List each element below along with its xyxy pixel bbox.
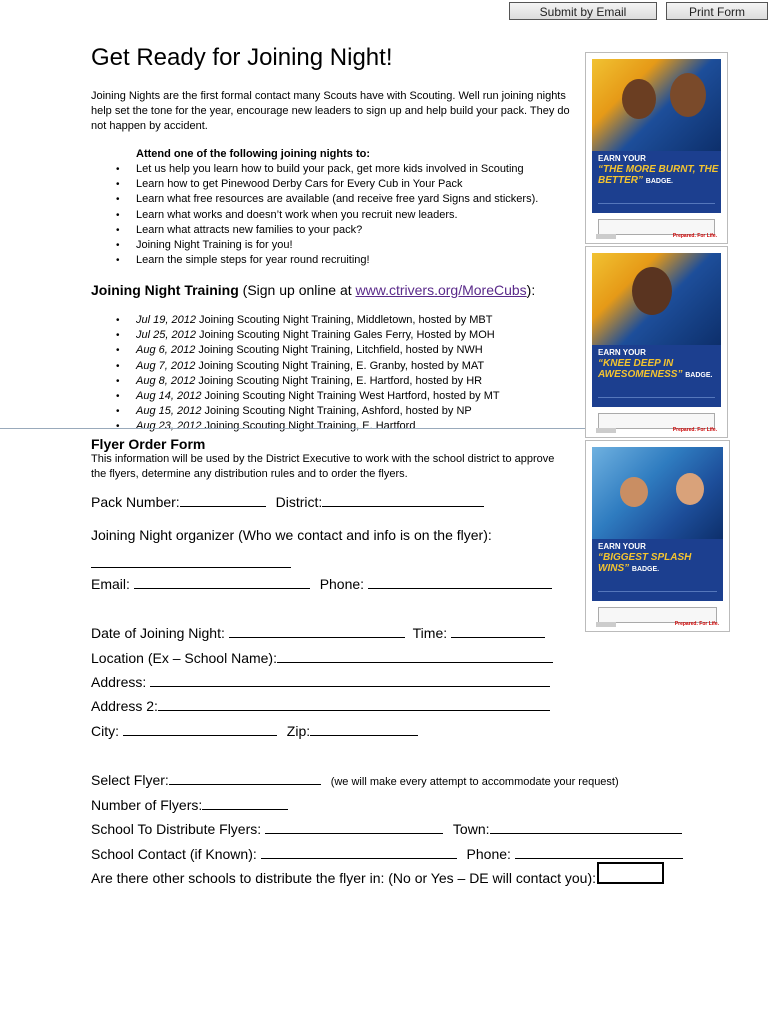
district-field[interactable]: [322, 494, 484, 507]
poster-tagline: “THE MORE BURNT, THE BETTER” BADGE.: [598, 164, 719, 186]
list-item: • Learn what free resources are available (and receive free yard Signs and stickers).: [91, 192, 571, 207]
poster-prepared: Prepared. For Life.: [674, 621, 719, 627]
session-date: Aug 7, 2012: [136, 359, 196, 372]
list-item: • Joining Night Training is for you!: [91, 238, 571, 253]
training-heading-post: ):: [526, 282, 536, 298]
page-title: Get Ready for Joining Night!: [91, 44, 393, 71]
pack-number-field[interactable]: [180, 494, 266, 507]
signup-link[interactable]: www.ctrivers.org/MoreCubs: [355, 282, 527, 298]
session-date: Jul 25, 2012: [136, 329, 196, 342]
city-field[interactable]: [123, 723, 277, 736]
school-contact-field[interactable]: [261, 846, 457, 859]
poster-earn: EARN YOUR: [598, 154, 646, 163]
poster-banner: [592, 151, 721, 213]
number-flyers-field[interactable]: [202, 797, 288, 810]
training-heading-bold: Joining Night Training: [91, 282, 239, 298]
session-date: Aug 6, 2012: [136, 344, 196, 357]
organizer-label: Joining Night organizer (Who we contact and info is on the flyer):: [91, 527, 492, 543]
phone-label: Phone:: [319, 576, 365, 592]
select-flyer-label: Select Flyer:: [91, 772, 169, 788]
zip-label: Zip:: [286, 723, 311, 739]
attend-heading: Attend one of the following joining nights to:: [136, 148, 371, 160]
poster-tagline: “BIGGEST SPLASH WINS” BADGE.: [598, 552, 692, 574]
city-label: City:: [91, 723, 119, 739]
list-item: • Learn how to get Pinewood Derby Cars for Every Cub in Your Pack: [91, 177, 571, 192]
city-zip-row: [91, 723, 418, 739]
list-item: • Learn what attracts new families to your pack?: [91, 223, 571, 238]
date-time-row: [91, 625, 545, 641]
list-item: • Learn the simple steps for year round recruiting!: [91, 253, 571, 268]
flyer-heading: Flyer Order Form: [91, 436, 206, 452]
session-text: Joining Scouting Night Training, E. Granby, hosted by MAT: [195, 359, 485, 372]
number-flyers-row: [91, 797, 288, 813]
session-item: [91, 374, 500, 389]
training-heading-pre: (Sign up online at: [238, 282, 356, 298]
session-item: [91, 359, 500, 374]
flyer-poster-1: [585, 52, 728, 244]
print-form-button[interactable]: Print Form: [666, 2, 768, 20]
address-row: [91, 674, 550, 690]
address2-label: Address 2:: [91, 698, 158, 714]
organizer-field[interactable]: [91, 555, 291, 568]
poster-earn: EARN YOUR: [598, 542, 646, 551]
poster-banner: [592, 539, 723, 601]
bsa-logo-icon: [596, 234, 616, 239]
list-item: • Learn what works and doesn’t work when you recruit new leaders.: [91, 208, 571, 223]
poster-banner: [592, 345, 721, 407]
submit-by-email-button[interactable]: Submit by Email: [509, 2, 657, 20]
town-field[interactable]: [490, 821, 682, 834]
phone2-label: Phone:: [466, 846, 511, 862]
poster-photo: [592, 59, 721, 151]
select-flyer-row: [91, 772, 619, 788]
poster-photo: [592, 447, 723, 539]
phone2-field[interactable]: [515, 846, 683, 859]
number-flyers-label: Number of Flyers:: [91, 797, 203, 813]
session-text: Joining Scouting Night Training, E. Hartford: [201, 420, 416, 433]
location-label: Location (Ex – School Name):: [91, 650, 277, 666]
school-distribute-label: School To Distribute Flyers:: [91, 821, 262, 837]
poster-prepared: Prepared. For Life.: [672, 233, 717, 239]
select-flyer-field[interactable]: [169, 772, 321, 785]
session-text: Joining Scouting Night Training, E. Hartford, hosted by HR: [195, 374, 483, 387]
poster-photo: [592, 253, 721, 345]
other-schools-label: Are there other schools to distribute the flyer in: (No or Yes – DE will contact you):: [91, 870, 597, 886]
session-date: Jul 19, 2012: [136, 314, 196, 326]
address2-field[interactable]: [158, 698, 550, 711]
session-item: [91, 343, 500, 358]
flyer-description: This information will be used by the District Executive to work with the school district to approve the flyers, determine any distribution rules and to order the flyers.: [91, 453, 555, 480]
session-date: Aug 15, 2012: [136, 405, 202, 418]
select-flyer-note: (we will make every attempt to accommodate your request): [330, 776, 619, 788]
session-item: [91, 328, 500, 343]
session-date: Aug 14, 2012: [136, 390, 202, 403]
session-text: Joining Scouting Night Training Gales Ferry, Hosted by MOH: [195, 329, 495, 342]
section-divider: [0, 428, 590, 429]
school-distribute-field[interactable]: [265, 821, 443, 834]
poster-tagline: “KNEE DEEP IN AWESOMENESS” BADGE.: [598, 358, 713, 380]
session-text: Joining Scouting Night Training, Litchfield, hosted by NWH: [195, 344, 483, 357]
session-text: Joining Scouting Night Training, Ashford, hosted by NP: [201, 405, 472, 418]
zip-field[interactable]: [310, 723, 418, 736]
session-item: [91, 313, 500, 328]
attend-section: [91, 147, 571, 268]
address-field[interactable]: [150, 674, 550, 687]
address2-row: [91, 698, 550, 714]
pack-district-row: [91, 494, 484, 510]
bsa-logo-icon: [596, 428, 616, 433]
date-label: Date of Joining Night:: [91, 625, 225, 641]
district-label: District:: [275, 494, 323, 510]
session-text: Joining Scouting Night Training, Middletown, hosted by MBT: [195, 314, 493, 326]
pack-number-label: Pack Number:: [91, 494, 180, 510]
email-label: Email:: [91, 576, 130, 592]
training-sessions-list: [91, 313, 500, 435]
email-phone-row: [91, 576, 552, 592]
town-label: Town:: [452, 821, 490, 837]
date-field[interactable]: [229, 625, 405, 638]
bsa-logo-icon: [596, 622, 616, 627]
poster-earn: EARN YOUR: [598, 348, 646, 357]
session-date: Aug 23, 2012: [136, 420, 202, 433]
list-item: • Let us help you learn how to build your pack, get more kids involved in Scouting: [91, 162, 571, 177]
session-item: [91, 404, 500, 419]
location-row: [91, 650, 553, 666]
school-contact-label: School Contact (if Known):: [91, 846, 257, 862]
time-label: Time:: [412, 625, 448, 641]
poster-prepared: Prepared. For Life.: [672, 427, 717, 433]
session-item: [91, 389, 500, 404]
attend-list: [91, 162, 571, 268]
email-field[interactable]: [134, 576, 310, 589]
school-town-row: [91, 821, 682, 837]
intro-paragraph: Joining Nights are the first formal contact many Scouts have with Scouting. Well run joining nights help set the tone for the year, encourage new leaders to sign up and help build your pack. They do not happen by accident.: [91, 90, 570, 132]
flyer-poster-3: [585, 440, 730, 632]
training-heading: [91, 282, 535, 298]
school-contact-row: [91, 846, 683, 862]
address-label: Address:: [91, 674, 147, 690]
location-field[interactable]: [277, 650, 553, 663]
phone-field[interactable]: [368, 576, 552, 589]
session-text: Joining Scouting Night Training West Hartford, hosted by MT: [201, 390, 500, 403]
flyer-poster-2: [585, 246, 728, 438]
session-date: Aug 8, 2012: [136, 374, 196, 387]
other-schools-field[interactable]: [597, 862, 664, 884]
time-field[interactable]: [451, 625, 545, 638]
